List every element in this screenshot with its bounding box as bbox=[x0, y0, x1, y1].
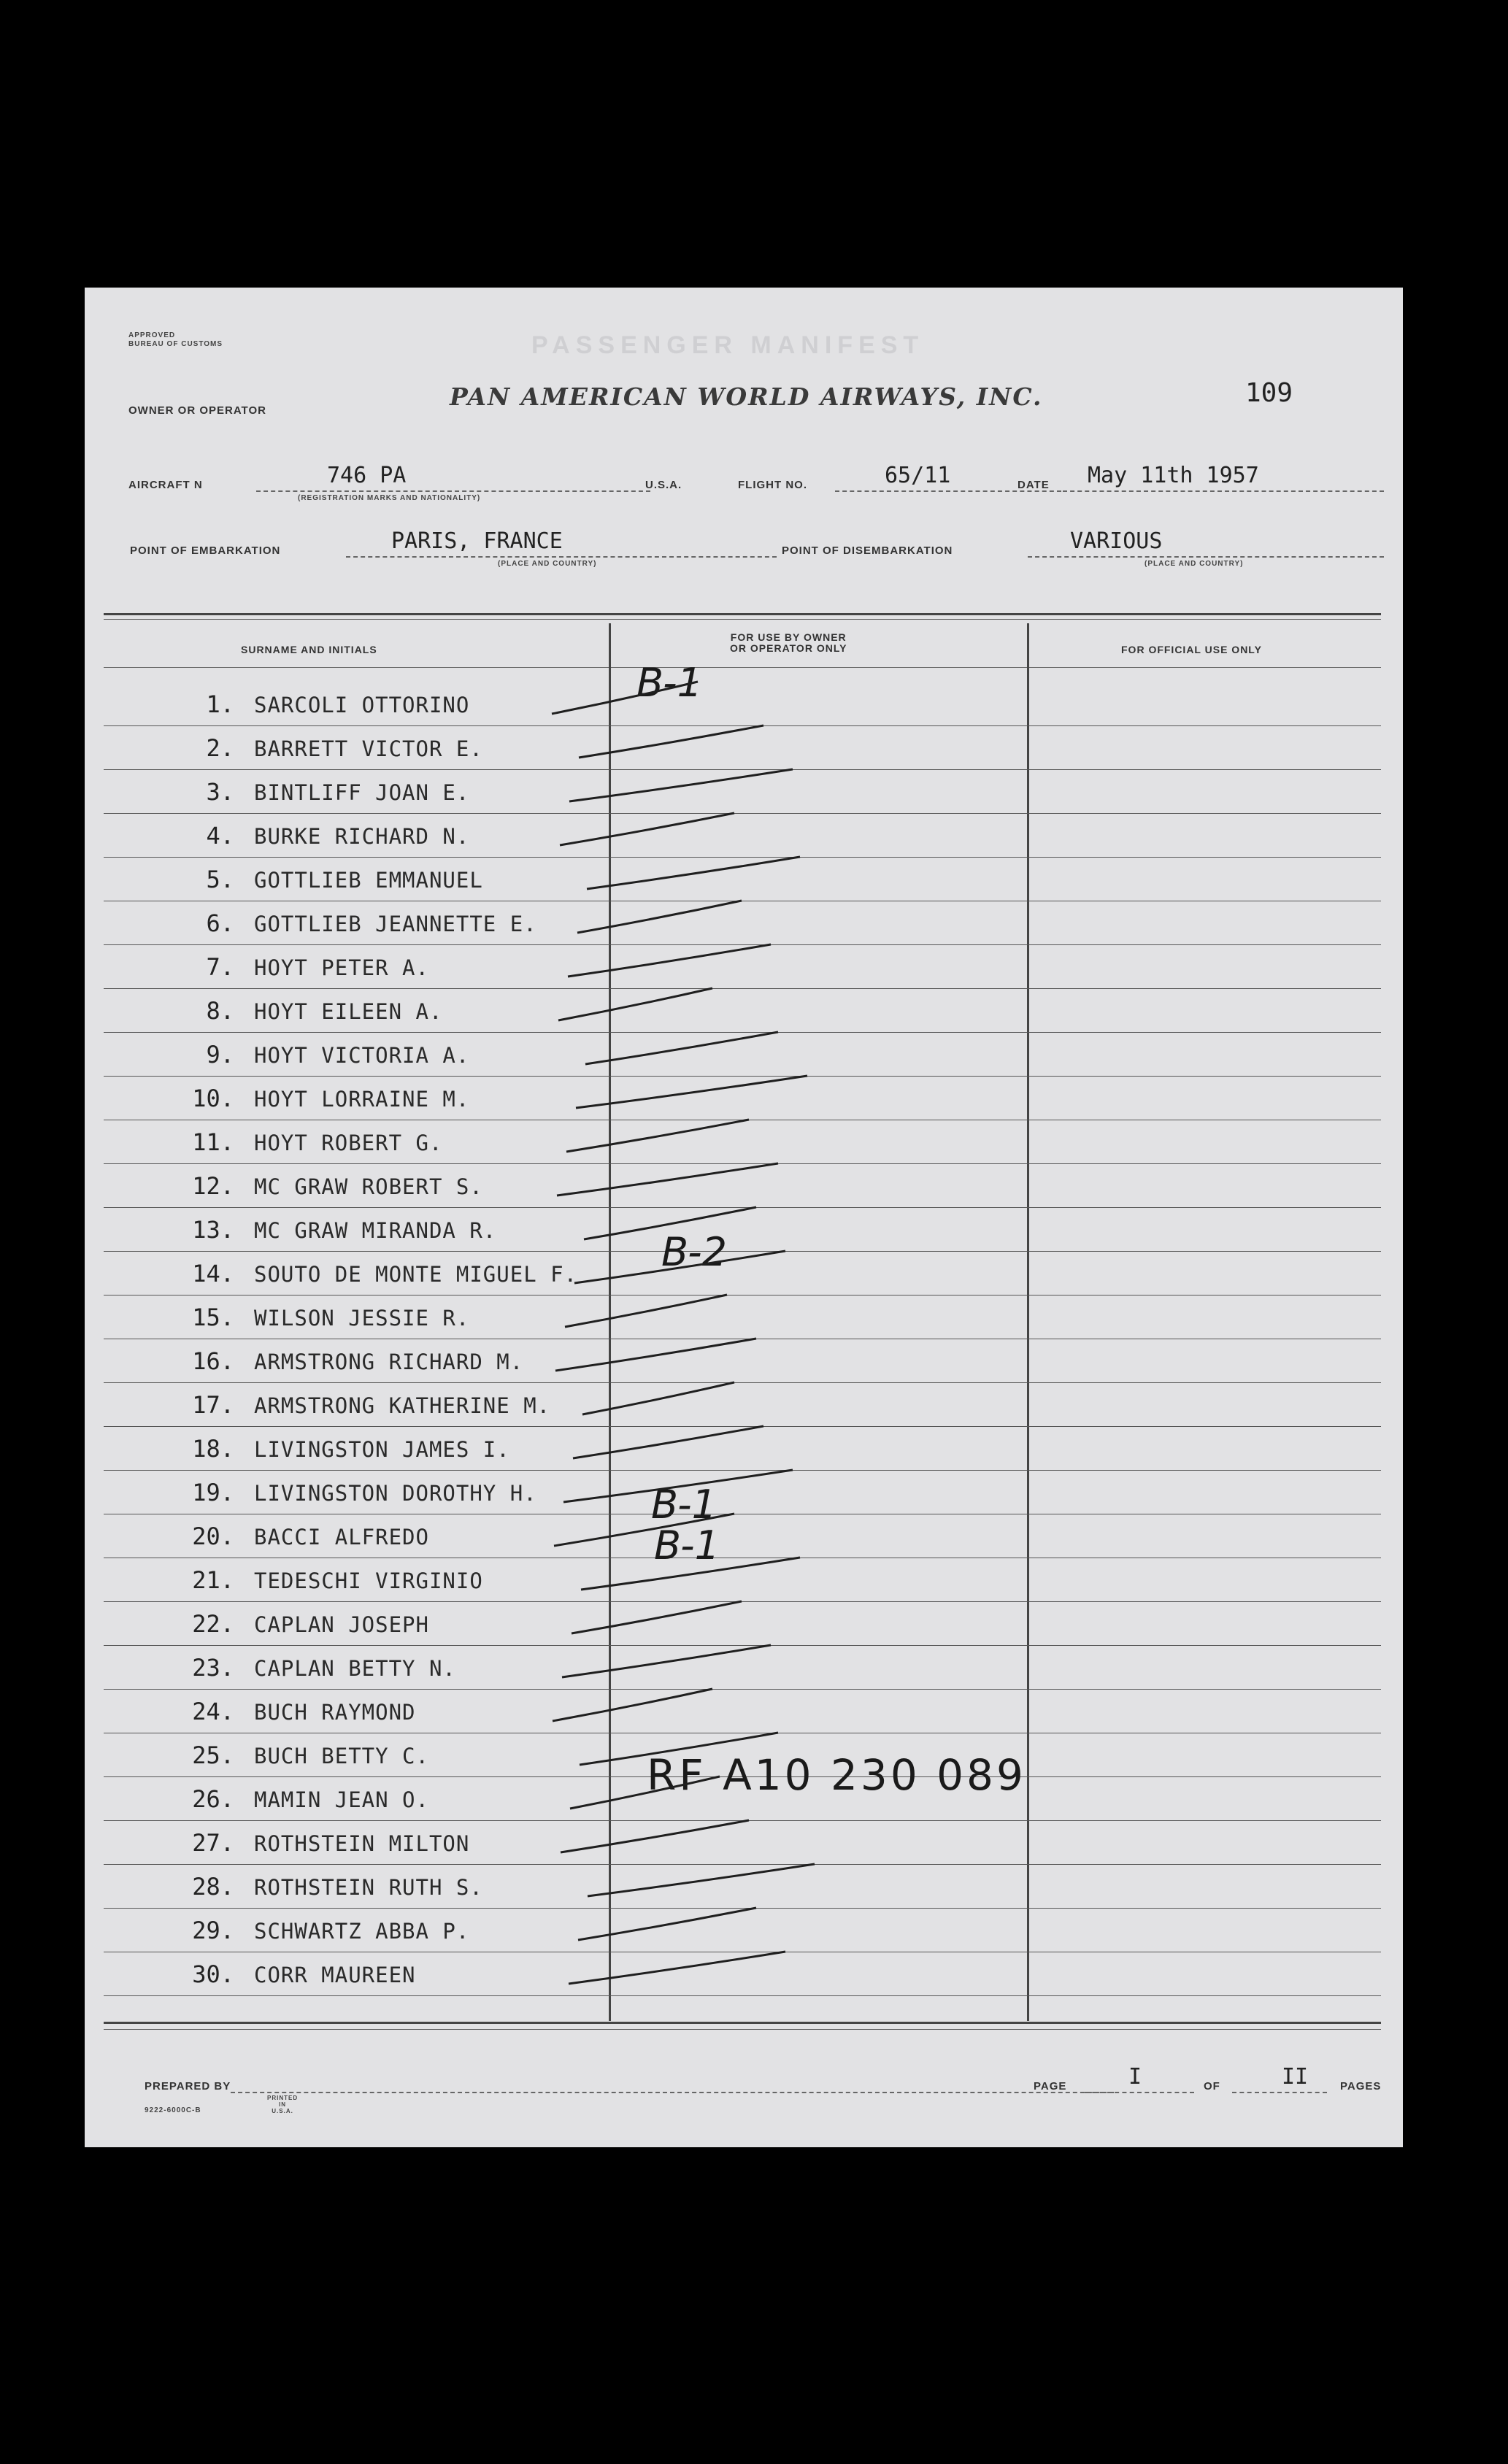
embarkation-value: PARIS, FRANCE bbox=[391, 528, 563, 554]
check-mark bbox=[558, 988, 712, 1020]
row-number: 15. bbox=[192, 1304, 234, 1331]
row-number: 17. bbox=[192, 1391, 234, 1419]
passenger-name: HOYT VICTORIA A. bbox=[254, 1043, 470, 1068]
aircraft-value: 746 PA bbox=[327, 463, 407, 488]
passenger-name: HOYT PETER A. bbox=[254, 955, 429, 980]
passenger-name: SOUTO DE MONTE MIGUEL F. bbox=[254, 1262, 578, 1287]
col-owner-header-2: OR OPERATOR ONLY bbox=[730, 642, 847, 654]
row-number: 7. bbox=[206, 953, 234, 981]
col-surname-header: SURNAME AND INITIALS bbox=[241, 644, 377, 655]
row-number: 5. bbox=[206, 866, 234, 893]
passenger-name: CAPLAN JOSEPH bbox=[254, 1612, 429, 1637]
check-mark bbox=[563, 1470, 793, 1502]
of-label: OF bbox=[1204, 2080, 1220, 2093]
check-mark bbox=[580, 1733, 778, 1765]
annotation-row-26: RF A10 230 089 bbox=[647, 1750, 1026, 1800]
check-mark bbox=[570, 1776, 720, 1809]
row-number: 2. bbox=[206, 734, 234, 762]
passenger-name: WILSON JESSIE R. bbox=[254, 1306, 470, 1331]
check-mark bbox=[569, 769, 793, 801]
passenger-name: HOYT ROBERT G. bbox=[254, 1131, 443, 1155]
embarkation-label: POINT OF EMBARKATION bbox=[130, 544, 281, 557]
annotation-row-14: B-2 bbox=[661, 1229, 727, 1275]
row-number: 12. bbox=[192, 1172, 234, 1200]
manifest-sheet bbox=[85, 288, 1403, 2147]
passenger-name: BURKE RICHARD N. bbox=[254, 824, 470, 849]
check-mark bbox=[560, 813, 734, 845]
row-number: 26. bbox=[192, 1785, 234, 1813]
passenger-name: BARRETT VICTOR E. bbox=[254, 736, 483, 761]
check-marks bbox=[85, 288, 1403, 2147]
row-number: 11. bbox=[192, 1128, 234, 1156]
owner-label: OWNER OR OPERATOR bbox=[128, 404, 266, 417]
passenger-name: LIVINGSTON DOROTHY H. bbox=[254, 1481, 537, 1506]
row-number: 1. bbox=[206, 690, 234, 718]
check-mark bbox=[554, 1514, 734, 1546]
page-label: PAGE bbox=[1034, 2080, 1067, 2093]
embarkation-caption: (PLACE AND COUNTRY) bbox=[498, 560, 597, 568]
row-number: 20. bbox=[192, 1522, 234, 1550]
row-number: 24. bbox=[192, 1698, 234, 1725]
passenger-name: ROTHSTEIN MILTON bbox=[254, 1831, 470, 1856]
passenger-name: CAPLAN BETTY N. bbox=[254, 1656, 456, 1681]
row-number: 6. bbox=[206, 909, 234, 937]
row-number: 13. bbox=[192, 1216, 234, 1244]
row-number: 10. bbox=[192, 1085, 234, 1112]
passenger-name: GOTTLIEB JEANNETTE E. bbox=[254, 912, 537, 936]
passenger-name: GOTTLIEB EMMANUEL bbox=[254, 868, 483, 893]
passenger-name: ROTHSTEIN RUTH S. bbox=[254, 1875, 483, 1900]
check-mark bbox=[582, 1382, 734, 1414]
passenger-name: SCHWARTZ ABBA P. bbox=[254, 1919, 470, 1944]
check-mark bbox=[581, 1558, 800, 1590]
disembarkation-value: VARIOUS bbox=[1070, 528, 1163, 554]
annotation-row-21: B-1 bbox=[654, 1522, 720, 1568]
row-number: 9. bbox=[206, 1041, 234, 1069]
col-owner-header-1: FOR USE BY OWNER bbox=[730, 631, 847, 643]
check-mark bbox=[579, 725, 763, 758]
date-value: May 11th 1957 bbox=[1088, 463, 1259, 488]
col-official-header: FOR OFFICIAL USE ONLY bbox=[1121, 644, 1262, 655]
printed-line-3: U.S.A. bbox=[272, 2108, 293, 2114]
check-mark bbox=[576, 1076, 807, 1108]
disembarkation-label: POINT OF DISEMBARKATION bbox=[782, 544, 953, 557]
printed-line-2: IN bbox=[279, 2101, 287, 2108]
aircraft-label: AIRCRAFT N bbox=[128, 479, 203, 491]
row-number: 22. bbox=[192, 1610, 234, 1638]
passenger-name: ARMSTRONG RICHARD M. bbox=[254, 1350, 524, 1374]
check-mark bbox=[587, 857, 800, 889]
check-mark bbox=[588, 1864, 815, 1896]
row-number: 19. bbox=[192, 1479, 234, 1506]
check-mark bbox=[584, 1207, 756, 1239]
check-mark bbox=[578, 1908, 756, 1940]
row-number: 16. bbox=[192, 1347, 234, 1375]
check-mark bbox=[557, 1163, 778, 1196]
passenger-name: TEDESCHI VIRGINIO bbox=[254, 1568, 483, 1593]
annotation-row-1: B-1 bbox=[636, 660, 702, 706]
check-mark bbox=[568, 944, 771, 977]
passenger-name: ARMSTRONG KATHERINE M. bbox=[254, 1393, 551, 1418]
passenger-name: BUCH RAYMOND bbox=[254, 1700, 416, 1725]
check-mark bbox=[566, 1120, 749, 1152]
flight-value: 65/11 bbox=[885, 463, 951, 488]
row-number: 3. bbox=[206, 778, 234, 806]
passenger-name: BACCI ALFREDO bbox=[254, 1525, 429, 1549]
usa-label: U.S.A. bbox=[645, 479, 682, 491]
check-mark bbox=[573, 1426, 763, 1458]
check-mark bbox=[585, 1032, 778, 1064]
row-number: 21. bbox=[192, 1566, 234, 1594]
passenger-name: HOYT LORRAINE M. bbox=[254, 1087, 470, 1112]
row-number: 23. bbox=[192, 1654, 234, 1682]
check-mark bbox=[565, 1295, 727, 1327]
passenger-name: MC GRAW ROBERT S. bbox=[254, 1174, 483, 1199]
row-number: 8. bbox=[206, 997, 234, 1025]
page-number: 109 bbox=[1245, 378, 1293, 408]
row-number: 29. bbox=[192, 1917, 234, 1944]
form-number: 9222-6000C-B bbox=[145, 2106, 201, 2114]
annotation-row-20: B-1 bbox=[651, 1482, 717, 1528]
carrier-name: PAN AMERICAN WORLD AIRWAYS, INC. bbox=[450, 382, 1043, 411]
row-number: 18. bbox=[192, 1435, 234, 1463]
passenger-name: MC GRAW MIRANDA R. bbox=[254, 1218, 497, 1243]
stamp-line-1: APPROVED bbox=[128, 331, 176, 339]
row-number: 4. bbox=[206, 822, 234, 850]
passenger-name: LIVINGSTON JAMES I. bbox=[254, 1437, 510, 1462]
check-mark bbox=[577, 901, 742, 933]
passenger-name: HOYT EILEEN A. bbox=[254, 999, 443, 1024]
check-mark bbox=[572, 1601, 742, 1633]
passenger-name: MAMIN JEAN O. bbox=[254, 1787, 429, 1812]
date-label: DATE bbox=[1017, 479, 1050, 491]
disembarkation-caption: (PLACE AND COUNTRY) bbox=[1145, 560, 1244, 568]
row-number: 27. bbox=[192, 1829, 234, 1857]
aircraft-caption: (REGISTRATION MARKS AND NATIONALITY) bbox=[298, 494, 481, 502]
check-mark bbox=[562, 1645, 771, 1677]
passenger-name: BUCH BETTY C. bbox=[254, 1744, 429, 1768]
check-mark bbox=[561, 1820, 749, 1852]
check-mark bbox=[574, 1251, 785, 1283]
flight-label: FLIGHT NO. bbox=[738, 479, 807, 491]
pages-label: PAGES bbox=[1340, 2080, 1382, 2093]
printed-line-1: PRINTED bbox=[267, 2095, 299, 2101]
passenger-name: SARCOLI OTTORINO bbox=[254, 693, 470, 717]
row-number: 30. bbox=[192, 1960, 234, 1988]
check-mark bbox=[552, 682, 698, 714]
check-mark bbox=[555, 1339, 756, 1371]
row-number: 28. bbox=[192, 1873, 234, 1901]
row-number: 25. bbox=[192, 1741, 234, 1769]
passenger-name: CORR MAUREEN bbox=[254, 1963, 416, 1987]
passenger-name: BINTLIFF JOAN E. bbox=[254, 780, 470, 805]
check-mark bbox=[569, 1952, 785, 1984]
page-value: I bbox=[1128, 2064, 1142, 2090]
prepared-by-label: PREPARED BY bbox=[145, 2080, 231, 2093]
faint-title: PASSENGER MANIFEST bbox=[531, 331, 925, 359]
of-value: II bbox=[1282, 2064, 1309, 2090]
check-mark bbox=[553, 1689, 712, 1721]
row-number: 14. bbox=[192, 1260, 234, 1287]
stamp-line-2: BUREAU OF CUSTOMS bbox=[128, 340, 223, 348]
